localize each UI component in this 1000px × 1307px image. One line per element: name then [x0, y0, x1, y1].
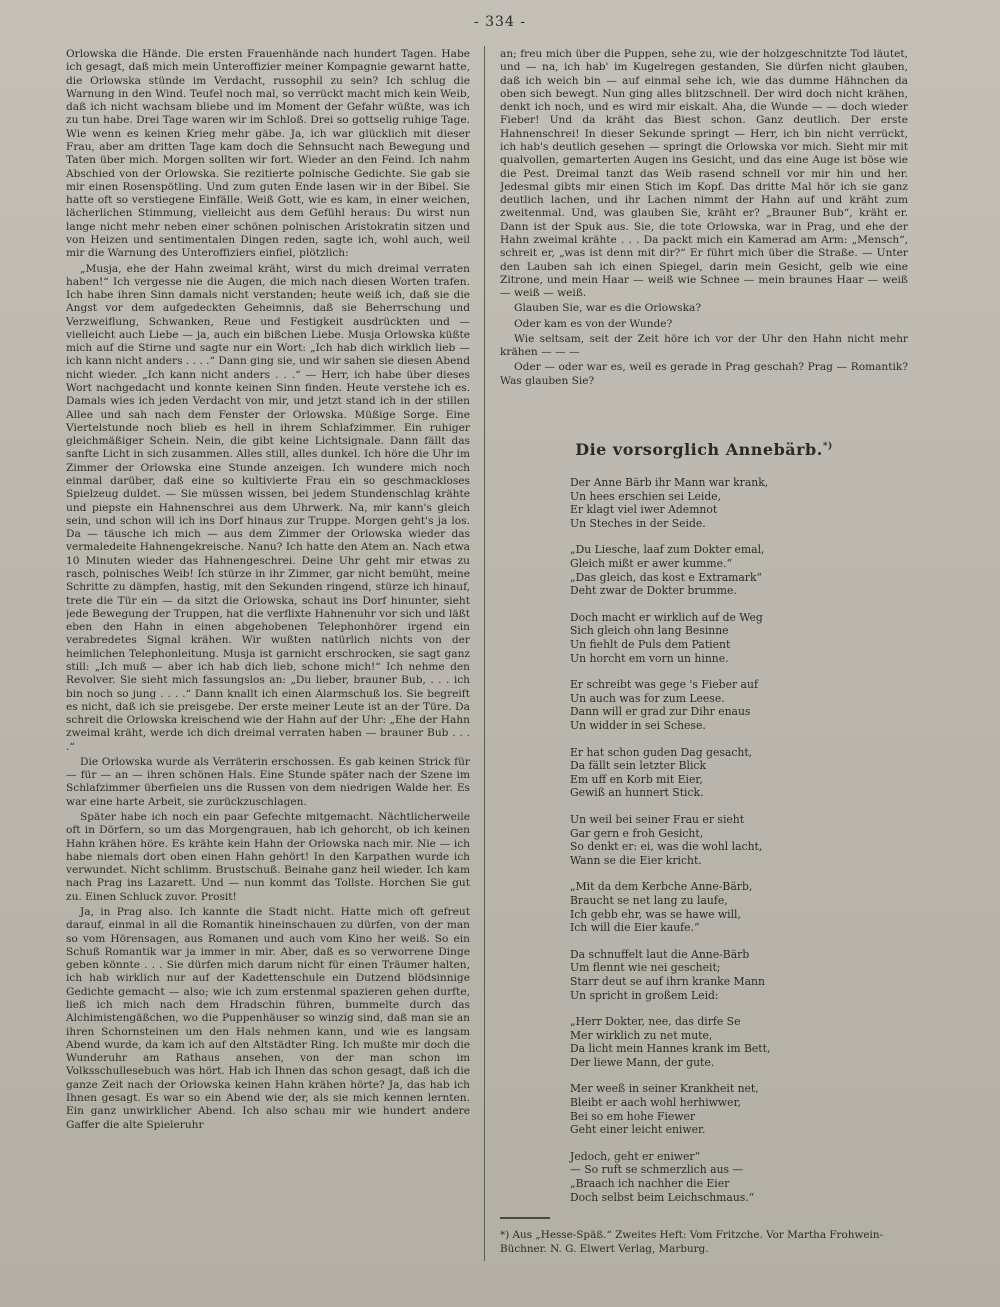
poem-line: Wann se die Eier kricht. — [570, 853, 702, 867]
poem-stanza — [570, 746, 908, 800]
poem-stanza — [570, 880, 908, 934]
poem-line: Jedoch, geht er eniwer“ — [570, 1149, 701, 1163]
poem-line: Doch selbst beim Leichschmaus.“ — [570, 1190, 755, 1204]
poem-line: Mer wirklich zu net mute, — [570, 1028, 713, 1042]
poem-line: „Mit da dem Kerbche Anne-Bärb, — [570, 880, 753, 894]
poem-line: So denkt er: ei, was die wohl lacht, — [570, 840, 763, 854]
poem-stanza — [570, 476, 908, 530]
poem-line: Un spricht in großem Leid: — [570, 988, 719, 1002]
poem-line: Der liewe Mann, der gute. — [570, 1055, 715, 1069]
poem-line: Bleibt er aach wohl herhiwwer, — [570, 1096, 741, 1110]
column-divider — [484, 46, 485, 1261]
story-paragraph: Wie seltsam, seit der Zeit höre ich vor der Uhr den Hahn nicht mehr krähen — — — — [500, 332, 908, 359]
poem-line: Em uff en Korb mit Eier, — [570, 772, 703, 786]
poem-line: „Das gleich, das kost e Extramark“ — [570, 570, 763, 584]
poem-stanza — [570, 678, 908, 732]
left-column — [66, 48, 470, 1278]
poem-line: „Herr Dokter, nee, das dirfe Se — [570, 1015, 741, 1029]
footnote: *) Aus „Hesse-Späß.“ Zweites Heft: Vom Fritzche. Vor Martha Frohwein-Büchner. N. G. Elwert Verlag, Marburg. — [500, 1229, 884, 1255]
poem-line: Deht zwar de Dokter brumme. — [570, 584, 737, 598]
poem-line: Da fällt sein letzter Blick — [570, 759, 707, 773]
poem-stanza — [570, 948, 908, 1002]
poem-line: Un widder in sei Schese. — [570, 719, 706, 733]
poem-line: Un Steches in der Seide. — [570, 516, 706, 530]
poem-line: Geht einer leicht eniwer. — [570, 1123, 706, 1137]
poem-stanza — [570, 611, 908, 665]
story-paragraph: „Musja, ehe der Hahn zweimal kräht, wirst du mich dreimal verraten haben!“ Ich vergesse nie die Augen, die mich nach diesen Worten trafen. Ich habe ihren Sinn damals nicht verstanden; heute weiß ich, daß sie die Angst vor dem aufgedeckten Geheimnis, daß sie Beherrschung und Verzweiflung, Schwanken, Reue und Festigkeit ausdrückten und — vielleicht auch Liebe — ja, auch ein bißchen Liebe. Musja Orlowska küßte mich auf die Stirne und sagte nur ein Wort: „Ich hab dich wirklich lieb — ich kann nicht anders . . . .“ Dann ging sie, und wir sahen sie diesen Abend nicht wieder. „Ich kann nicht anders . . .“ — Herr, ich habe über dieses Wort nachgedacht und konnte keinen Sinn finden. Heute verstehe ich es. Damals wies ich jeden Verdacht von mir, und jetzt stand ich in der stillen Allee und sah nach dem Fenster der Orlowska. Müßige Sorge. Eine Viertelstunde noch blieb es hell in ihrem Schlafzimmer. Ein ruhiger gleichmäßiger Schein. Nein, die gibt keine Lichtsignale. Dann fällt das sanfte Licht in sich zusammen. Alles still, alles dunkel. Ich höre die Uhr im Zimmer der Orlowska eine Stunde anzeigen. Ich wundere mich noch einmal darüber, daß eine so kultivierte Frau ein so geschmackloses Spielzeug duldet. — Sie müssen wissen, bei jedem Stundenschlag krähte und piepste ein Hahnenschrei aus dem Uhrwerk. Na, mir kann's gleich sein, und schon will ich ins Dorf hinaus zur Truppe. Morgen geht's ja los. Da — täusche ich mich — aus dem Zimmer der Orlowska wieder das vermaledeite Hahnengekreische. Nanu? Ich hatte den Atem an. Nach etwa 10 Minuten wieder das Hahnengeschrei. Deine Uhr geht mir etwas zu rasch, polnisches Weib! Ich stürze in ihr Zimmer, gar nicht bemüht, meine Schritte zu dämpfen, hastig, mit den Sekunden ringend, stürze ich hinauf, trete die Tür ein — da sitzt die Orlowska, schaut ins Dorf hinunter, sieht jede Bewegung der Truppen, hat die verflixte Hahnenuhr vor sich und läßt eben den Hahn in einen abgehobenen Telephonhörer irgend ein verabredetes Signal krähen. Wir wußten natürlich nichts von der heimlichen Telephonleitung. Musja ist garnicht erschrocken, sie sagt ganz still: „Ich muß — aber ich hab dich lieb, schone mich!“ Ich nehme den Revolver. Sie sieht mich fassungslos an: „Du lieber, brauner Bub, . . . ich bin noch so jung . . . .“ Dann knallt ich einen Alarmschuß los. Sie begreift es nicht, daß ich sie preisgebe. Der erste meiner Leute ist an der Türe. Da schreit die Orlowska kreischend wie der Hahn auf der Uhr: „Ehe der Hahn zweimal kräht, werde ich dich dreimal verraten haben — brauner Bub . . . .“ — [66, 262, 470, 753]
poem-line: „Braach ich nachher die Eier — [570, 1177, 730, 1191]
poem-title — [500, 440, 908, 460]
poem-stanza — [570, 813, 908, 867]
story-paragraph: Ja, in Prag also. Ich kannte die Stadt nicht. Hatte mich oft gefreut darauf, einmal in all die Romantik hineinschauen zu dürfen, von der man so vom Hörensagen, aus Romanen und auch vom Kino her weiß. So ein Schuß Romantik war ja immer in mir. Aber, daß es so verworrene Dinge geben könnte . . . Sie dürfen mich darum nicht für einen Träumer halten, ich hab wirklich nur auf der Kadettenschule ein Dutzend blödsinnige Gedichte gemacht — also; wie ich zum erstenmal spazieren gehen durfte, ließ ich mich nach dem Hradschin führen, bummelte durch das Alchimistengäßchen, wo die Puppenhäuser so winzig sind, daß man sie an ihren Schornsteinen um den Hals nehmen kann, und wie es langsam Abend wurde, da kam ich auf den Altstädter Ring. Ich mußte mir doch die Wunderuhr am Rathaus ansehen, von der man schon im Volksschullesebuch was hört. Hab ich Ihnen das schon gesagt, daß ich die ganze Zeit nach der Orlowska keinen Hahn krähen hörte? Ja, das hab ich Ihnen gesagt. Es war so ein Abend wie der, als sie mich kennen lernten. Ein ganz unwirklicher Abend. Ich also schau mir wie hundert andere Gaffer die alte Spieleruhr — [66, 906, 470, 1131]
poem-line: Er schreibt was gege 's Fieber auf — [570, 678, 758, 692]
poem — [500, 476, 908, 1204]
poem-line: Un auch was for zum Leese. — [570, 691, 725, 705]
story-continuation — [500, 48, 908, 388]
story-paragraph: Oder kam es von der Wunde? — [514, 317, 673, 330]
poem-line: Mer weeß in seiner Krankheit net, — [570, 1082, 759, 1096]
poem-title-text: Die vorsorglich Annebärb. — [575, 440, 823, 460]
story-paragraph: Später habe ich noch ein paar Gefechte mitgemacht. Nächtlicherweile oft in Dörfern, so um das Morgengrauen, hab ich gehorcht, ob ich keinen Hahn krähen höre. Es krähte kein Hahn der Orlowska nach mir. Nie — ich habe niemals dort oben einen Hahn gehört! In den Karpathen wurde ich verwundet. Nicht schlimm. Brustschuß. Beinahe ganz heil wieder. Ich kam nach Prag ins Lazarett. Und — nun kommt das Tollste. Horchen Sie gut zu. Einen Schluck zuvor. Prosit! — [66, 811, 470, 903]
story-paragraph: Die Orlowska wurde als Verräterin erschossen. Es gab keinen Strick für — für — an — ihren schönen Hals. Eine Stunde später nach der Szene im Schlafzimmer überfielen uns die Russen von dem niedrigen Walde her. Es war eine harte Arbeit, sie zurückzuschlagen. — [66, 755, 470, 808]
story-paragraph: Glauben Sie, war es die Orlowska? — [514, 302, 702, 315]
poem-line: Dann will er grad zur Dihr enaus — [570, 705, 751, 719]
poem-stanza — [570, 1150, 908, 1204]
poem-line: Braucht se net lang zu laufe, — [570, 893, 728, 907]
poem-line: Sich gleich ohn lang Besinne — [570, 624, 729, 638]
poem-line: Ich gebb ehr, was se hawe will, — [570, 907, 741, 921]
poem-stanza — [570, 543, 908, 597]
story-paragraph: Oder — oder war es, weil es gerade in Prag geschah? Prag — Romantik? Was glauben Sie? — [500, 361, 908, 387]
poem-line: Er klagt viel iwer Ademnot — [570, 503, 718, 517]
poem-line: Un fiehlt de Puls dem Patient — [570, 638, 731, 652]
poem-line: Gewiß an hunnert Stick. — [570, 786, 704, 800]
poem-line: Gleich mißt er awer kumme.“ — [570, 557, 732, 571]
poem-line: Da schnuffelt laut die Anne-Bärb — [570, 947, 750, 961]
poem-line: Da licht mein Hannes krank im Bett, — [570, 1042, 771, 1056]
poem-line: — So ruft se schmerzlich aus — — [570, 1163, 744, 1177]
page-number: - 334 - — [473, 14, 527, 30]
poem-line: Bei so em hohe Fiewer — [570, 1109, 696, 1123]
poem-line: Un weil bei seiner Frau er sieht — [570, 812, 745, 826]
poem-line: Ich will die Eier kaufe.“ — [570, 921, 700, 935]
poem-stanza — [570, 1082, 908, 1136]
poem-line: „Du Liesche, laaf zum Dokter emal, — [570, 543, 765, 557]
story-paragraph: Orlowska die Hände. Die ersten Frauenhände nach hundert Tagen. Habe ich gesagt, daß mich mein Unteroffizier meiner Kompagnie gewarnt hatte, die Orlowska stünde im Verdacht, russophil zu sein? Ich schlug die Warnung in den Wind. Teufel noch mal, so verrückt macht mich kein Weib, daß ich nicht wachsam bliebe und im Moment der Gefahr wüßte, was ich zu tun habe. Drei Tage waren wir im Schloß. Drei so gottselig ruhige Tage. Wie wenn es keinen Krieg mehr gäbe. Ja, ich war glücklich mit dieser Frau, aber am dritten Tage kam doch die Sehnsucht nach Bewegung und Taten über mich. Morgen sollten wir fort. Wieder an den Feind. Ich nahm Abschied von der Orlowska. Sie rezitierte polnische Gedichte. Sie gab sie mir einen Rosenspötling. Und zum guten Ende lasen wir in der Bibel. Sie hatte oft so verstiegene Einfälle. Weiß Gott, wie es kam, in einer weichen, lächerlichen Stimmung, vielleicht aus dem Gefühl heraus: Du wirst nun lange nicht mehr neben einer schönen polnischen Aristokratin sitzen und von Heizen und sentimentalen Dingen reden, sagte ich, wohl auch, weil mir die Warnung des Unteroffiziers einfiel, plötzlich: — [66, 48, 470, 260]
poem-line: Un horcht em vorn un hinne. — [570, 651, 729, 665]
poem-line: Doch macht er wirklich auf de Weg — [570, 610, 763, 624]
right-column — [500, 48, 908, 1278]
poem-line: Der Anne Bärb ihr Mann war krank, — [570, 476, 769, 490]
poem-line: Gar gern e froh Gesicht, — [570, 826, 704, 840]
story-paragraph: an; freu mich über die Puppen, sehe zu, wie der holzgeschnitzte Tod läutet, und — na, ich hab' im Kugelregen gestanden, Sie dürfen nicht glauben, daß ich weich bin — auf einmal sehe ich, wie das dumme Hähnchen da oben sich bewegt. Nun ging alles blitzschnell. Der wird doch nicht krähen, denkt ich noch, und es wird mir eiskalt. Aha, die Wunde — — doch wieder Fieber! Und da kräht das Biest schon. Ganz deutlich. Der erste Hahnenschrei! In dieser Sekunde springt — Herr, ich bin nicht verrückt, ich hab's deutlich gesehen — springt die Orlowska vor mich. Sieht mir mit qualvollen, gemarterten Augen ins Gesicht, und das eine Auge ist böse wie die Pest. Dreimal tanzt das Weib rasend schnell vor mir hin und her. Jedesmal gibts mir einen Stich im Kopf. Das dritte Mal hör ich sie ganz deutlich lachen, und ihr Lachen nimmt der Hahn auf und kräht zum zweitenmal. Und, was glauben Sie, kräht er? „Brauner Bub“, kräht er. Dann ist der Spuk aus. Sie, die tote Orlowska, war in Prag, und ehe der Hahn zweimal krähte . . . Da packt mich ein Kamerad am Arm: „Mensch“, schreit er, „was ist denn mit dir?“ Er führt mich über die Straße. — Unter den Lauben sah ich einen Spiegel, darin mein Gesicht, gelb wie eine Zitrone, und mein Haar — weiß wie Schnee — mein braunes Haar — weiß — weiß — weiß. — [500, 48, 908, 300]
poem-line: Un hees erschien sei Leide, — [570, 489, 722, 503]
poem-line: Starr deut se auf ihrn kranke Mann — [570, 974, 765, 988]
poem-stanza — [570, 1015, 908, 1069]
footnote-marker: *) — [822, 441, 833, 452]
footnote-divider — [500, 1217, 550, 1219]
poem-line: Er hat schon guden Dag gesacht, — [570, 745, 753, 759]
poem-line: Um flennt wie nei gescheit; — [570, 961, 721, 975]
